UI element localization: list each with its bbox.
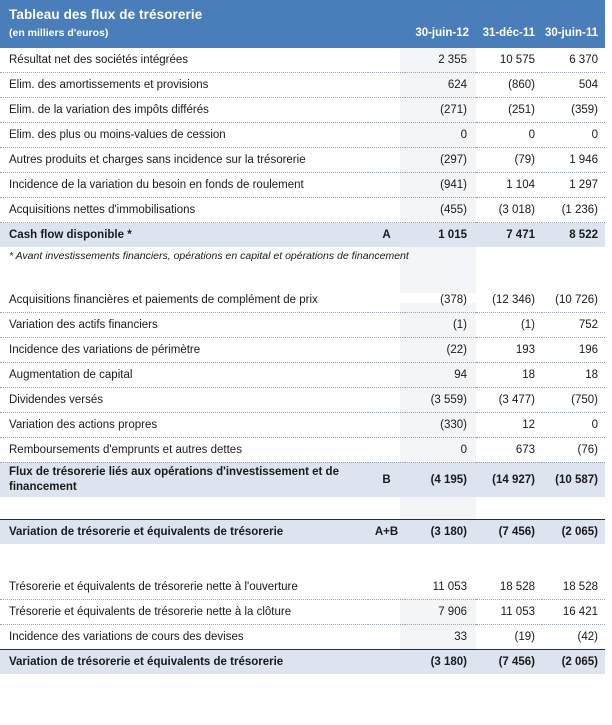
row-marker xyxy=(368,337,405,362)
row-value-period-3: 1 297 xyxy=(542,173,605,198)
column-header-period-2: 31-déc-11 xyxy=(476,0,542,48)
row-value-period-2: 0 xyxy=(476,123,542,148)
row-value-period-2: 12 xyxy=(476,412,542,437)
row-value-period-2: (251) xyxy=(476,98,542,123)
row-value-period-3: 18 528 xyxy=(542,575,605,600)
table-row xyxy=(0,123,605,148)
row-label: Incidence de la variation du besoin en fonds de roulement xyxy=(0,173,368,198)
row-marker xyxy=(368,198,405,223)
row-label: Cash flow disponible * xyxy=(0,223,368,248)
table-row xyxy=(0,362,605,387)
footnote-text: * Avant investissements financiers, opérations en capital et opérations de financement xyxy=(9,250,409,262)
row-value-period-1: (941) xyxy=(405,173,476,198)
row-value-period-1: 94 xyxy=(405,362,476,387)
row-value-period-2: (860) xyxy=(476,73,542,98)
row-value-period-2: 7 471 xyxy=(476,223,542,248)
row-value-period-1: 7 906 xyxy=(405,599,476,624)
row-label: Augmentation de capital xyxy=(0,362,368,387)
table-row xyxy=(0,73,605,98)
table-body xyxy=(0,48,605,674)
row-value-period-2: (79) xyxy=(476,148,542,173)
row-marker xyxy=(368,288,405,313)
row-value-period-1: (4 195) xyxy=(405,462,476,497)
row-label: Autres produits et charges sans incidence sur la trésorerie xyxy=(0,148,368,173)
table-row xyxy=(0,173,605,198)
row-value-period-2: (7 456) xyxy=(476,649,542,674)
row-marker: A+B xyxy=(368,519,405,544)
title-cell xyxy=(0,0,368,48)
table-row xyxy=(0,148,605,173)
row-label: Variation des actions propres xyxy=(0,412,368,437)
row-value-period-1: (455) xyxy=(405,198,476,223)
row-label: Incidence des variations de périmètre xyxy=(0,337,368,362)
table-row xyxy=(0,412,605,437)
table-row xyxy=(0,387,605,412)
row-value-period-3: 18 xyxy=(542,362,605,387)
row-value-period-1: 1 015 xyxy=(405,223,476,248)
row-marker: A xyxy=(368,223,405,248)
subtotal-row-financing-investing-flows xyxy=(0,462,605,497)
row-value-period-1: (3 559) xyxy=(405,387,476,412)
row-value-period-1: 11 053 xyxy=(405,575,476,600)
column-header-period-1: 30-juin-12 xyxy=(405,0,476,48)
row-value-period-1: (271) xyxy=(405,98,476,123)
row-value-period-3: 752 xyxy=(542,312,605,337)
row-value-period-3: (10 726) xyxy=(542,288,605,313)
row-value-period-1: 2 355 xyxy=(405,48,476,73)
row-marker xyxy=(368,73,405,98)
row-label: Elim. de la variation des impôts différés xyxy=(0,98,368,123)
row-value-period-2: (3 018) xyxy=(476,198,542,223)
row-value-period-2: (3 477) xyxy=(476,387,542,412)
row-value-period-3: (76) xyxy=(542,437,605,462)
section-spacer xyxy=(0,566,605,575)
row-value-period-1: (297) xyxy=(405,148,476,173)
header-row xyxy=(0,0,605,48)
row-label: Résultat net des sociétés intégrées xyxy=(0,48,368,73)
total-row-variation-a-plus-b xyxy=(0,519,605,544)
row-marker xyxy=(368,649,405,674)
row-marker xyxy=(368,148,405,173)
row-value-period-2: 18 xyxy=(476,362,542,387)
row-marker: B xyxy=(368,462,405,497)
row-value-period-3: 0 xyxy=(542,412,605,437)
row-label: Elim. des plus ou moins-values de cession xyxy=(0,123,368,148)
row-label: Dividendes versés xyxy=(0,387,368,412)
table-header xyxy=(0,0,605,48)
table-row xyxy=(0,624,605,649)
row-value-period-3: (10 587) xyxy=(542,462,605,497)
row-value-period-2: 11 053 xyxy=(476,599,542,624)
table-row xyxy=(0,98,605,123)
row-value-period-1: (330) xyxy=(405,412,476,437)
row-value-period-1: (22) xyxy=(405,337,476,362)
row-value-period-3: 1 946 xyxy=(542,148,605,173)
footnote-cell xyxy=(0,247,605,266)
section-spacer xyxy=(0,497,605,520)
section-spacer xyxy=(0,266,605,288)
row-value-period-3: (2 065) xyxy=(542,519,605,544)
row-value-period-1: (378) xyxy=(405,288,476,313)
row-label: Acquisitions nettes d'immobilisations xyxy=(0,198,368,223)
row-value-period-1: 0 xyxy=(405,437,476,462)
row-value-period-1: (1) xyxy=(405,312,476,337)
marker-column-header xyxy=(368,0,405,48)
table-row xyxy=(0,312,605,337)
row-value-period-3: 196 xyxy=(542,337,605,362)
row-value-period-2: 1 104 xyxy=(476,173,542,198)
row-value-period-2: (1) xyxy=(476,312,542,337)
row-value-period-3: 16 421 xyxy=(542,599,605,624)
subtotal-row-cash-flow-disponible xyxy=(0,223,605,248)
row-label: Trésorerie et équivalents de trésorerie nette à la clôture xyxy=(0,599,368,624)
row-value-period-1: (3 180) xyxy=(405,649,476,674)
footnote-row xyxy=(0,247,605,266)
row-marker xyxy=(368,362,405,387)
row-label: Variation de trésorerie et équivalents de trésorerie xyxy=(0,649,368,674)
row-label: Acquisitions financières et paiements de complément de prix xyxy=(0,288,368,313)
row-marker xyxy=(368,98,405,123)
row-label: Variation de trésorerie et équivalents de trésorerie xyxy=(0,519,368,544)
row-value-period-1: (3 180) xyxy=(405,519,476,544)
row-value-period-2: (7 456) xyxy=(476,519,542,544)
table-row xyxy=(0,599,605,624)
row-marker xyxy=(368,173,405,198)
row-label: Elim. des amortissements et provisions xyxy=(0,73,368,98)
row-value-period-1: 33 xyxy=(405,624,476,649)
row-label: Incidence des variations de cours des devises xyxy=(0,624,368,649)
row-marker xyxy=(368,624,405,649)
row-marker xyxy=(368,123,405,148)
row-marker xyxy=(368,412,405,437)
table-row xyxy=(0,198,605,223)
row-value-period-2: (19) xyxy=(476,624,542,649)
row-label: Variation des actifs financiers xyxy=(0,312,368,337)
row-value-period-1: 624 xyxy=(405,73,476,98)
page-title: Tableau des flux de trésorerie xyxy=(9,7,203,22)
row-value-period-3: (750) xyxy=(542,387,605,412)
table-row xyxy=(0,437,605,462)
row-value-period-3: 8 522 xyxy=(542,223,605,248)
row-marker xyxy=(368,437,405,462)
row-marker xyxy=(368,312,405,337)
row-value-period-1: 0 xyxy=(405,123,476,148)
row-label: Flux de trésorerie liés aux opérations d'investissement et de financement xyxy=(0,462,368,497)
row-value-period-3: (42) xyxy=(542,624,605,649)
row-marker xyxy=(368,48,405,73)
row-value-period-3: 504 xyxy=(542,73,605,98)
row-label: Trésorerie et équivalents de trésorerie nette à l'ouverture xyxy=(0,575,368,600)
table-row xyxy=(0,337,605,362)
row-value-period-3: 6 370 xyxy=(542,48,605,73)
row-value-period-3: (2 065) xyxy=(542,649,605,674)
row-value-period-2: 673 xyxy=(476,437,542,462)
row-value-period-2: 18 528 xyxy=(476,575,542,600)
table-row xyxy=(0,575,605,600)
section-spacer xyxy=(0,544,605,566)
row-value-period-3: (359) xyxy=(542,98,605,123)
total-row-variation-final xyxy=(0,649,605,674)
row-marker xyxy=(368,599,405,624)
row-label: Remboursements d'emprunts et autres dettes xyxy=(0,437,368,462)
row-marker xyxy=(368,575,405,600)
table-row xyxy=(0,288,605,313)
row-marker xyxy=(368,387,405,412)
row-value-period-3: 0 xyxy=(542,123,605,148)
table-row xyxy=(0,48,605,73)
row-value-period-2: (14 927) xyxy=(476,462,542,497)
row-value-period-2: 10 575 xyxy=(476,48,542,73)
row-value-period-2: 193 xyxy=(476,337,542,362)
row-value-period-2: (12 346) xyxy=(476,288,542,313)
column-header-period-3: 30-juin-11 xyxy=(542,0,605,48)
row-value-period-3: (1 236) xyxy=(542,198,605,223)
units-subtitle: (en milliers d'euros) xyxy=(9,27,109,39)
